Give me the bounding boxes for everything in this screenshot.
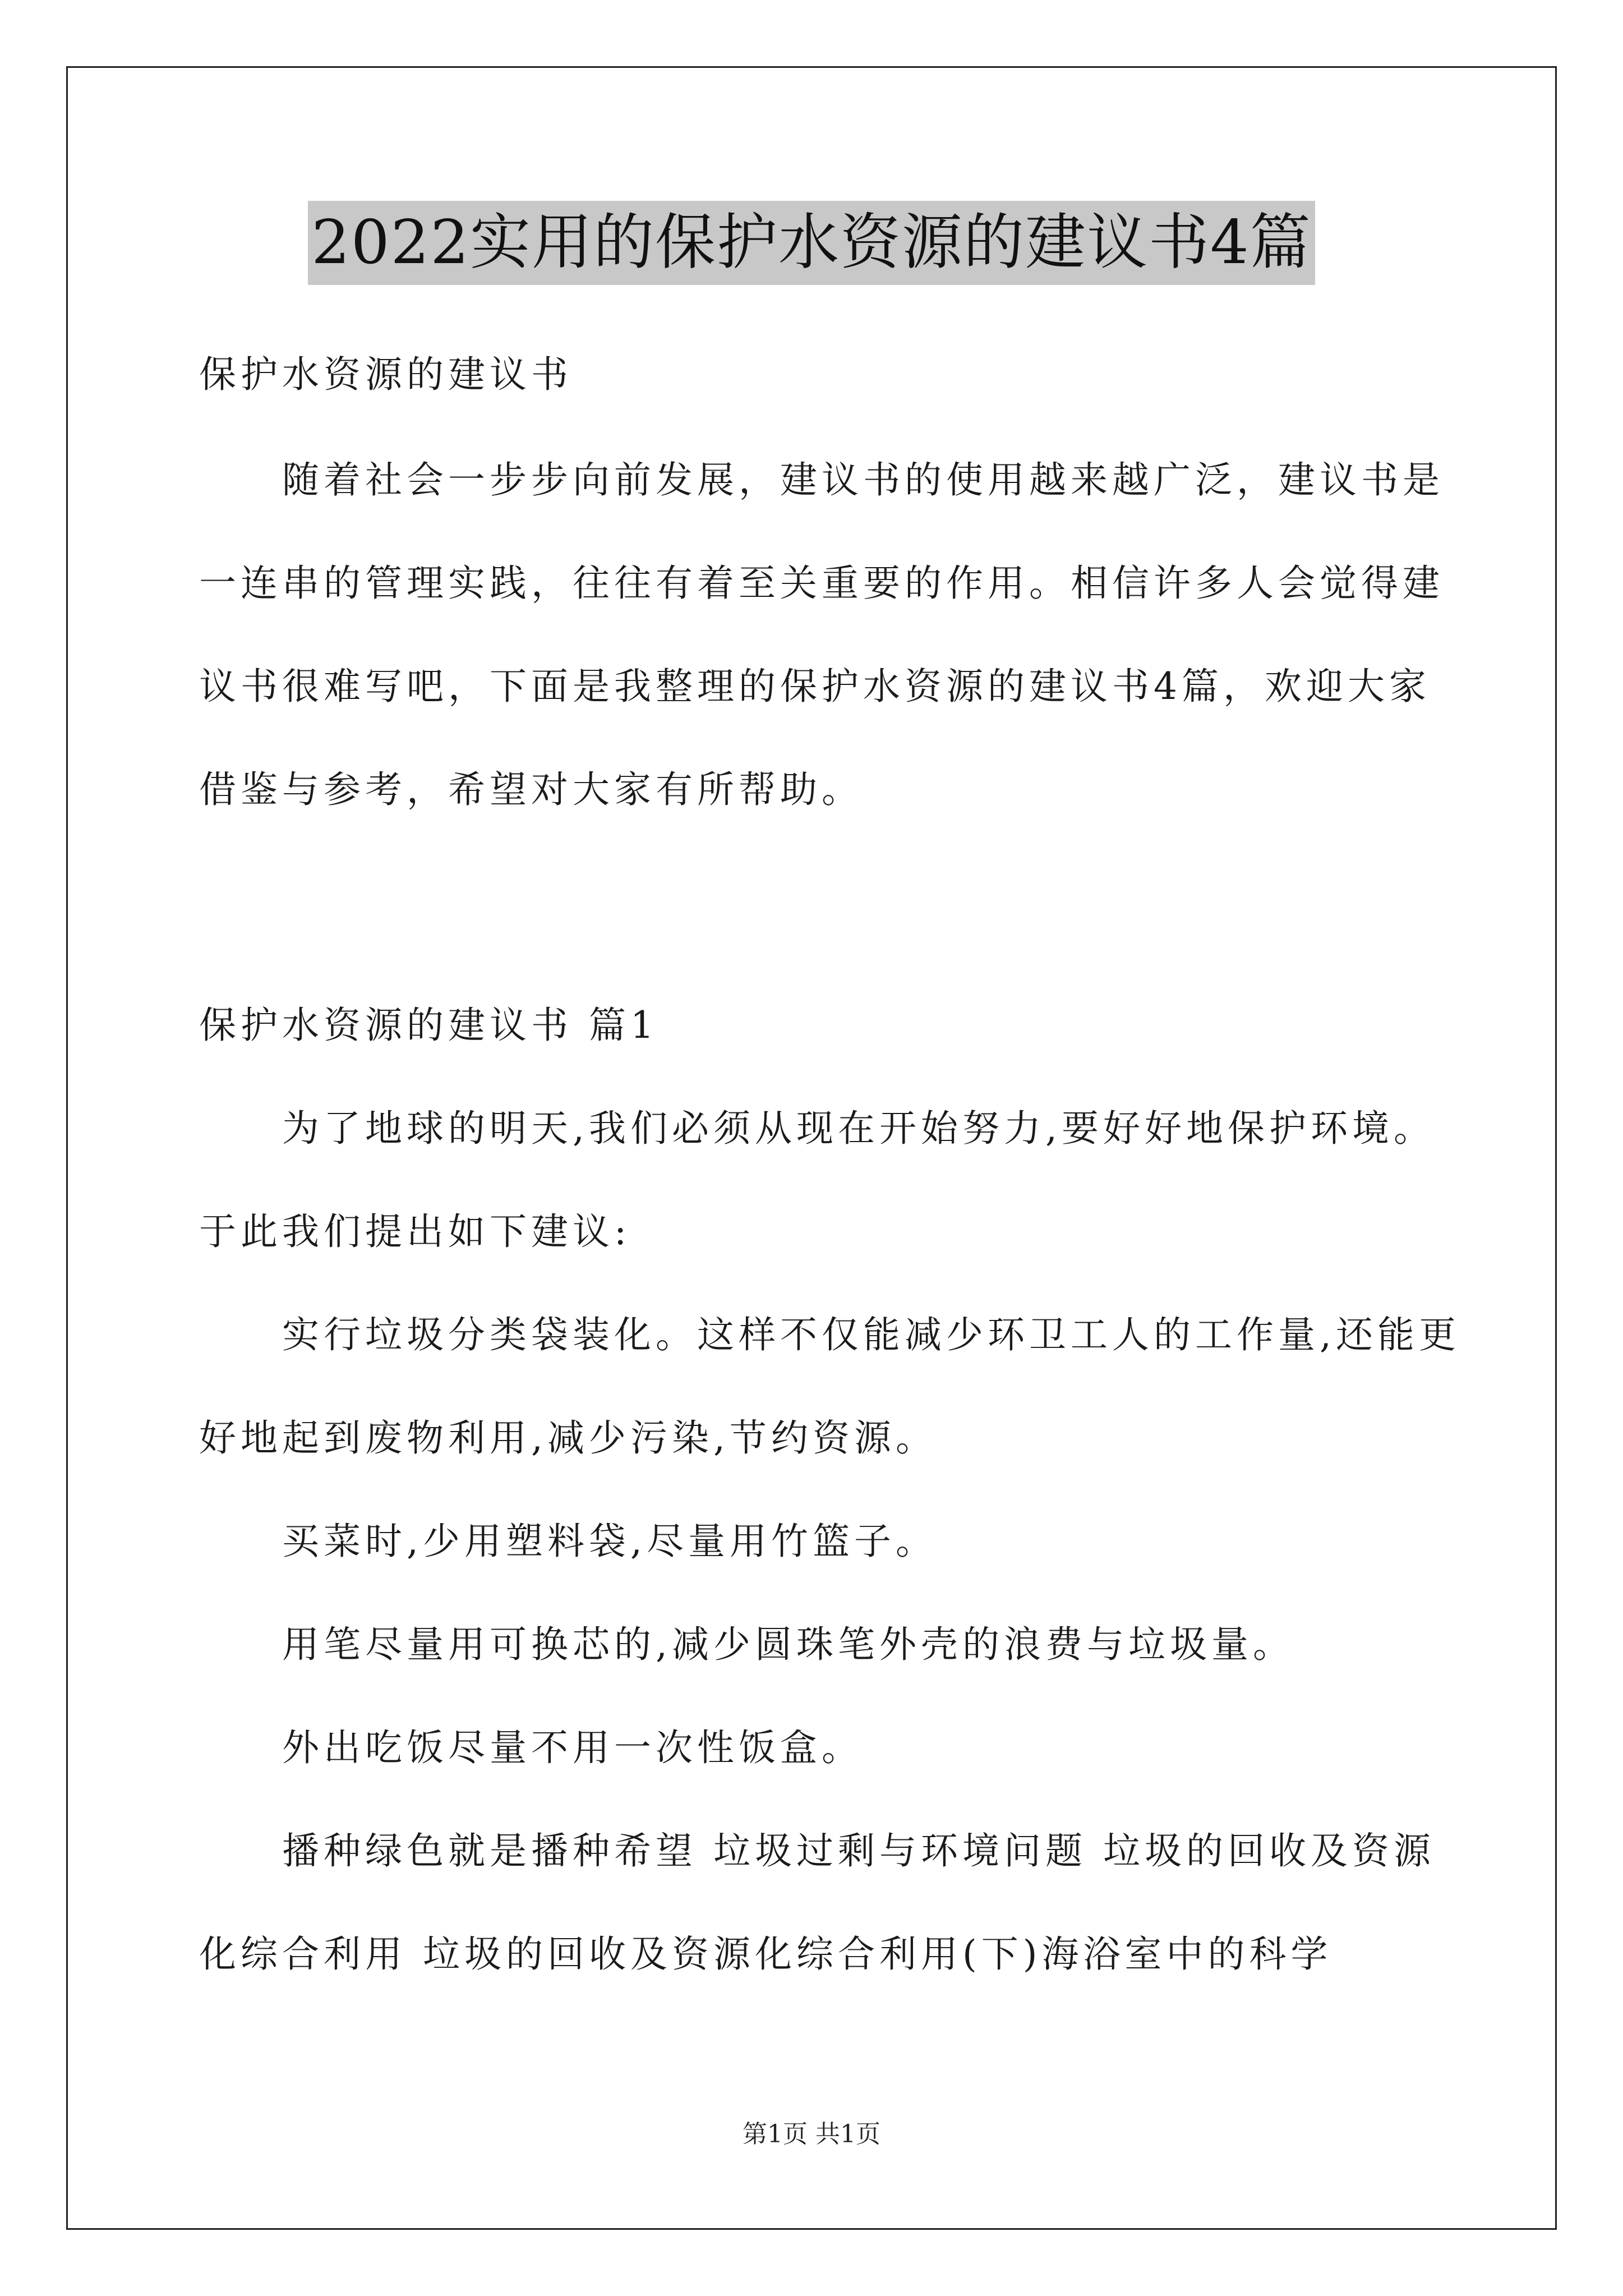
body-line: 播种绿色就是播种希望 垃圾过剩与环境问题 垃圾的回收及资源 bbox=[282, 1829, 1435, 1872]
body-line: 化综合利用 垃圾的回收及资源化综合利用(下)海浴室中的科学 bbox=[199, 1932, 1332, 1976]
body-line: 实行垃圾分类袋装化。这样不仅能减少环卫工人的工作量,还能更 bbox=[282, 1313, 1460, 1356]
body-line: 用笔尽量用可换芯的,减少圆珠笔外壳的浪费与垃圾量。 bbox=[282, 1623, 1294, 1666]
intro-line: 借鉴与参考，希望对大家有所帮助。 bbox=[199, 768, 863, 811]
page-footer: 第1页 共1页 bbox=[743, 2120, 880, 2148]
intro-heading: 保护水资源的建议书 bbox=[199, 353, 573, 396]
body-line: 好地起到废物利用,减少污染,节约资源。 bbox=[199, 1416, 937, 1460]
body-line: 买菜时,少用塑料袋,尽量用竹篮子。 bbox=[282, 1520, 937, 1563]
intro-line: 随着社会一步步向前发展，建议书的使用越来越广泛，建议书是 bbox=[282, 458, 1444, 501]
title-container bbox=[0, 201, 1623, 285]
intro-line: 议书很难写吧，下面是我整理的保护水资源的建议书4篇，欢迎大家 bbox=[199, 665, 1431, 708]
intro-line: 一连串的管理实践，往往有着至关重要的作用。相信许多人会觉得建 bbox=[199, 562, 1444, 605]
body-line: 为了地球的明天,我们必须从现在开始努力,要好好地保护环境。 bbox=[282, 1107, 1435, 1150]
body-line: 于此我们提出如下建议: bbox=[199, 1210, 631, 1253]
document-title: 2022实用的保护水资源的建议书4篇 bbox=[308, 201, 1315, 285]
body-line: 外出吃饭尽量不用一次性饭盒。 bbox=[282, 1726, 863, 1769]
section-heading: 保护水资源的建议书 篇1 bbox=[199, 1004, 658, 1047]
